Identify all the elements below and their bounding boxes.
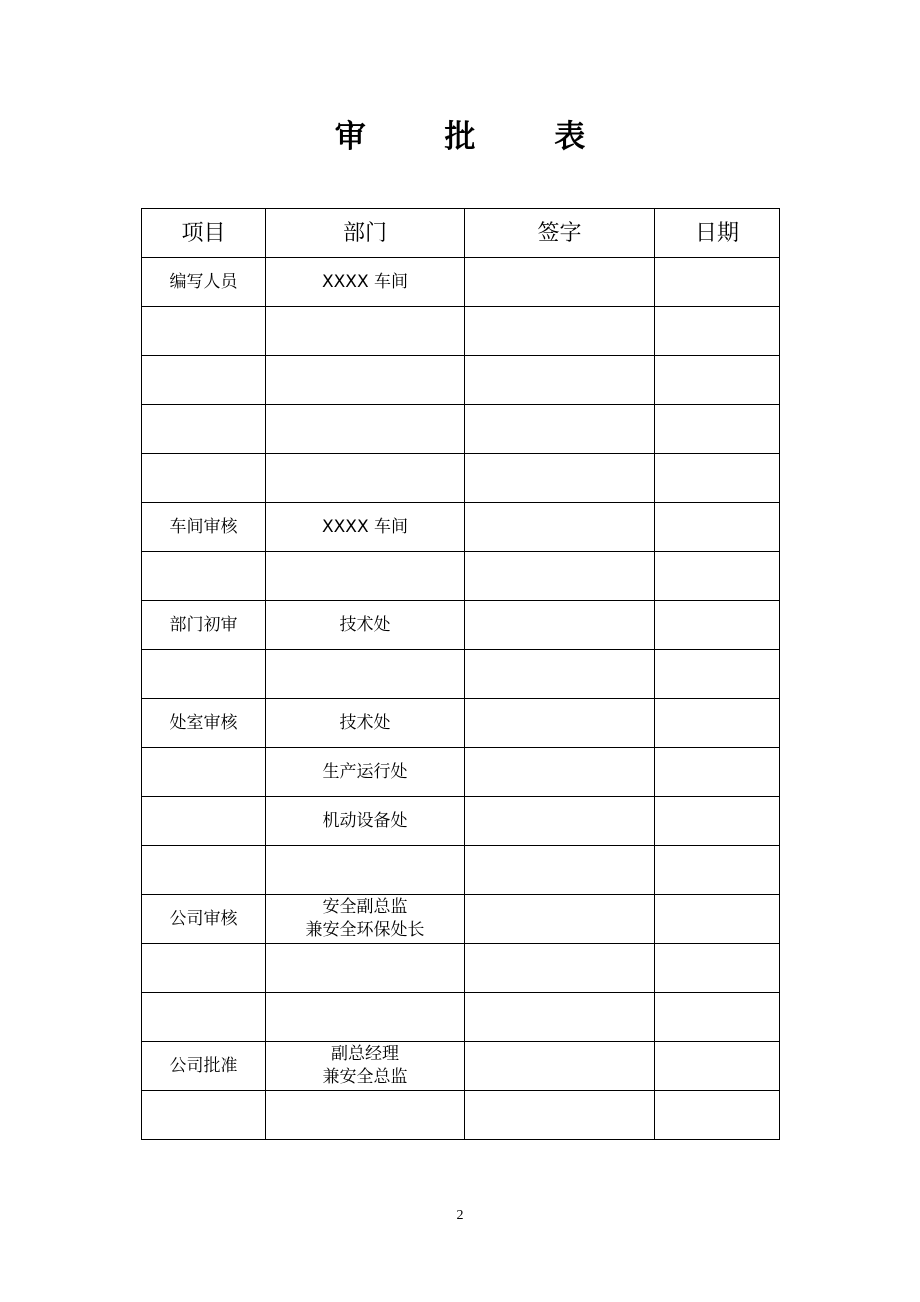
item-cell (142, 993, 266, 1042)
signature-cell[interactable] (465, 258, 655, 307)
signature-cell[interactable] (465, 993, 655, 1042)
department-line: XXXX 车间 (322, 516, 408, 537)
signature-cell[interactable] (465, 1091, 655, 1140)
department-line: 兼安全环保处长 (305, 920, 425, 940)
signature-cell[interactable] (465, 356, 655, 405)
department-line: 技术处 (339, 712, 391, 733)
item-cell (142, 748, 266, 797)
item-cell (142, 454, 266, 503)
date-cell[interactable] (655, 601, 780, 650)
department-cell (266, 552, 465, 601)
date-cell[interactable] (655, 944, 780, 993)
approval-table (141, 208, 780, 1140)
department-line: 生产运行处 (322, 761, 408, 782)
signature-cell[interactable] (465, 601, 655, 650)
table-row (142, 1091, 780, 1140)
date-cell[interactable] (655, 797, 780, 846)
date-cell[interactable] (655, 1091, 780, 1140)
department-cell (266, 1042, 465, 1091)
table-header-row (142, 209, 780, 258)
item-cell (142, 944, 266, 993)
department-cell (266, 405, 465, 454)
signature-cell[interactable] (465, 797, 655, 846)
signature-cell[interactable] (465, 405, 655, 454)
approval-rows (142, 258, 780, 1140)
date-cell[interactable] (655, 356, 780, 405)
department-line: 副总经理 (331, 1044, 399, 1064)
date-cell[interactable] (655, 846, 780, 895)
date-cell[interactable] (655, 405, 780, 454)
department-cell (266, 307, 465, 356)
table-row (142, 405, 780, 454)
signature-cell[interactable] (465, 307, 655, 356)
signature-cell[interactable] (465, 454, 655, 503)
department-cell (266, 650, 465, 699)
date-cell[interactable] (655, 503, 780, 552)
signature-cell[interactable] (465, 650, 655, 699)
item-cell (142, 797, 266, 846)
date-cell[interactable] (655, 993, 780, 1042)
signature-cell[interactable] (465, 503, 655, 552)
header-item: 项目 (142, 209, 266, 258)
table-row (142, 1042, 780, 1091)
table-row (142, 993, 780, 1042)
table-row (142, 552, 780, 601)
table-row (142, 258, 780, 307)
department-line: 安全副总监 (322, 897, 408, 917)
signature-cell[interactable] (465, 748, 655, 797)
item-cell (142, 552, 266, 601)
signature-cell[interactable] (465, 1042, 655, 1091)
item-cell: 车间审核 (142, 503, 266, 552)
department-line: 兼安全总监 (322, 1067, 408, 1087)
department-line: XXXX 车间 (322, 271, 408, 292)
department-cell (266, 748, 465, 797)
page-number: 2 (456, 1208, 464, 1223)
header-signature: 签字 (465, 209, 655, 258)
date-cell[interactable] (655, 699, 780, 748)
date-cell[interactable] (655, 552, 780, 601)
date-cell[interactable] (655, 258, 780, 307)
department-cell (266, 993, 465, 1042)
date-cell[interactable] (655, 650, 780, 699)
department-cell (266, 895, 465, 944)
department-cell (266, 601, 465, 650)
date-cell[interactable] (655, 1042, 780, 1091)
item-cell: 处室审核 (142, 699, 266, 748)
department-cell (266, 454, 465, 503)
department-line: 技术处 (339, 614, 391, 635)
signature-cell[interactable] (465, 552, 655, 601)
table-row (142, 895, 780, 944)
item-cell: 公司审核 (142, 895, 266, 944)
item-cell (142, 307, 266, 356)
department-cell (266, 797, 465, 846)
table-row (142, 454, 780, 503)
department-cell (266, 944, 465, 993)
signature-cell[interactable] (465, 699, 655, 748)
department-cell (266, 1091, 465, 1140)
date-cell[interactable] (655, 895, 780, 944)
department-cell (266, 699, 465, 748)
signature-cell[interactable] (465, 846, 655, 895)
item-cell (142, 405, 266, 454)
table-row (142, 650, 780, 699)
date-cell[interactable] (655, 454, 780, 503)
department-cell (266, 846, 465, 895)
table-row (142, 503, 780, 552)
department-line: 机动设备处 (322, 810, 408, 831)
item-cell (142, 650, 266, 699)
item-cell (142, 846, 266, 895)
department-cell (266, 258, 465, 307)
item-cell: 部门初审 (142, 601, 266, 650)
item-cell (142, 1091, 266, 1140)
table-row (142, 797, 780, 846)
department-cell (266, 503, 465, 552)
signature-cell[interactable] (465, 944, 655, 993)
page-title: 审 批 表 (334, 119, 620, 155)
table-row (142, 601, 780, 650)
table-row (142, 307, 780, 356)
table-row (142, 944, 780, 993)
item-cell: 编写人员 (142, 258, 266, 307)
date-cell[interactable] (655, 307, 780, 356)
header-department: 部门 (266, 209, 465, 258)
item-cell: 公司批准 (142, 1042, 266, 1091)
table-row (142, 699, 780, 748)
date-cell[interactable] (655, 748, 780, 797)
item-cell (142, 356, 266, 405)
signature-cell[interactable] (465, 895, 655, 944)
table-row (142, 748, 780, 797)
department-cell (266, 356, 465, 405)
header-date: 日期 (655, 209, 780, 258)
table-row (142, 846, 780, 895)
table-row (142, 356, 780, 405)
